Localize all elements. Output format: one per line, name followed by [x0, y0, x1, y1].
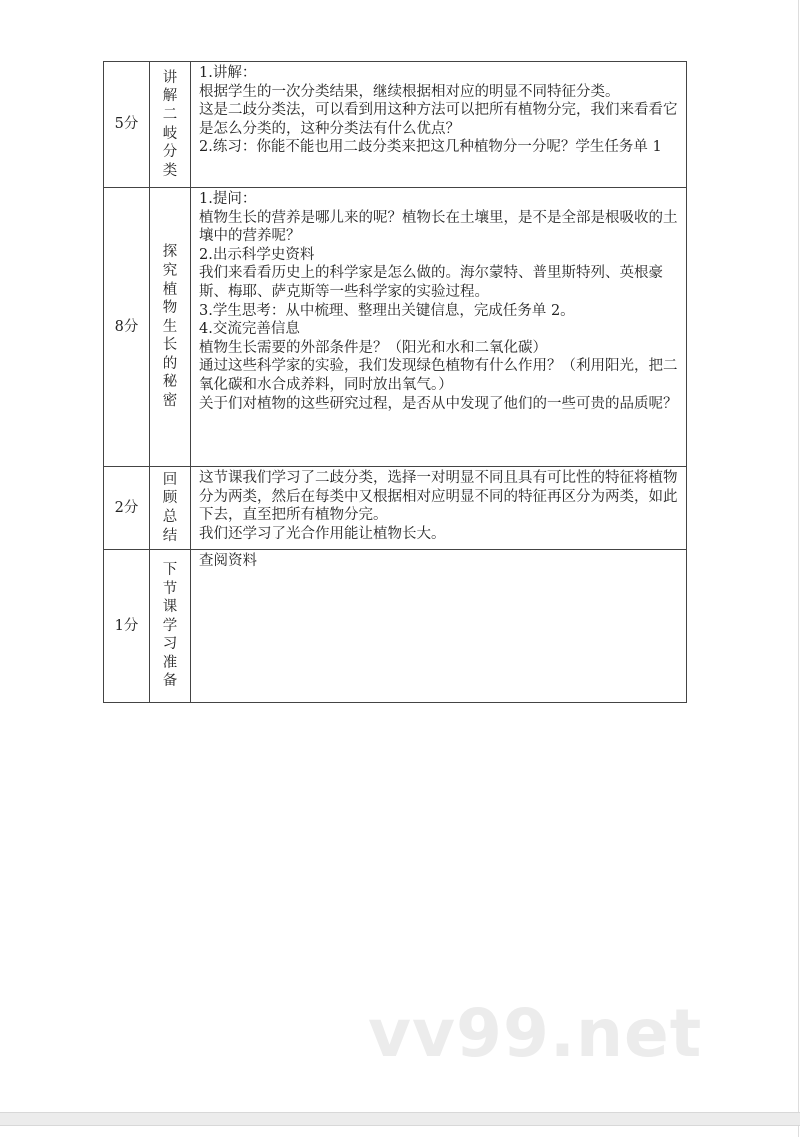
stage-char: 二: [162, 106, 178, 123]
stage-char: 节: [162, 580, 178, 597]
stage-char: 类: [162, 162, 178, 179]
stage-char: 分: [162, 144, 178, 161]
stage-char: 总: [162, 509, 178, 525]
content-line: 关于们对植物的这些研究过程，是否从中发现了他们的一些可贵的品质呢？: [199, 395, 678, 412]
content-line: 我们还学习了光合作用能让植物长大。: [199, 525, 446, 542]
stage-char: 习: [162, 636, 178, 653]
stage-cell: [150, 550, 191, 703]
stage-char: 下: [162, 561, 178, 578]
content-line: 通过这些科学家的实验，我们发现绿色植物有什么作用？（利用阳光，把二氧化碳和水合成养料，同时放出氧气。）: [199, 358, 678, 393]
time-cell: 2分: [104, 467, 150, 550]
time-cell: 8分: [104, 188, 150, 467]
content-cell: [191, 188, 687, 467]
stage-char: 探: [162, 244, 178, 261]
content-line: 2.练习：你能不能也用二歧分类来把这几种植物分一分呢？学生任务单 1: [199, 139, 662, 156]
watermark: vv99.net: [368, 995, 703, 1072]
table-row: [104, 62, 687, 188]
stage-char: 回: [162, 471, 178, 488]
stage-cell: [150, 467, 191, 550]
stage-char: 生: [162, 318, 178, 335]
time-cell: 5分: [104, 62, 150, 188]
lesson-plan-table: [103, 61, 687, 703]
stage-char: 长: [162, 337, 178, 354]
stage-char: 备: [162, 673, 178, 690]
time-cell: 1分: [104, 550, 150, 703]
stage-char: 植: [162, 281, 178, 298]
stage-char: 的: [162, 355, 178, 372]
stage-char: 究: [162, 262, 178, 279]
content-line: 植物生长需要的外部条件是？（阳光和水和二氧化碳）: [199, 339, 547, 356]
content-cell: [191, 467, 687, 550]
stage-char: 学: [162, 617, 178, 634]
stage-char: 顾: [162, 490, 178, 507]
content-line: 2.出示科学史资料: [199, 246, 315, 263]
content-line: 查阅资料: [199, 553, 257, 569]
stage-char: 结: [162, 527, 178, 544]
stage-char: 准: [162, 654, 178, 671]
stage-cell: [150, 188, 191, 467]
stage-char: 秘: [162, 374, 178, 391]
content-line: 1.讲解：: [199, 65, 257, 81]
stage-char: 课: [162, 599, 178, 616]
content-line: 3.学生思考：从中梳理、整理出关键信息，完成任务单 2。: [199, 302, 575, 319]
stage-cell: [150, 62, 191, 188]
content-line: 4.交流完善信息: [199, 321, 300, 338]
content-line: 1.提问：: [199, 191, 257, 207]
page-edge: [798, 0, 799, 1137]
content-cell: [191, 550, 687, 703]
content-line: 根据学生的一次分类结果，继续根据相对应的明显不同特征分类。: [199, 83, 620, 100]
stage-char: 物: [162, 300, 178, 317]
stage-char: 讲: [162, 69, 178, 86]
content-line: 植物生长的营养是哪儿来的呢？植物长在土壤里，是不是全部是根吸收的土壤中的营养呢？: [199, 209, 678, 245]
table-row: [104, 550, 687, 703]
content-line: 这节课我们学习了二歧分类，选择一对明显不同且具有可比性的特征将植物分为两类，然后在每类中又根据相对应明显不同的特征再区分为两类，如此下去，直至把所有植物分完。: [199, 470, 678, 524]
content-line: 我们来看看历史上的科学家是怎么做的。海尔蒙特、普里斯特列、英根豪斯、梅耶、萨克斯等一些科学家的实验过程。: [199, 265, 663, 300]
content-cell: [191, 62, 687, 188]
stage-char: 密: [162, 393, 178, 410]
stage-char: 解: [162, 88, 178, 105]
stage-char: 岐: [162, 125, 178, 142]
content-line: 这是二歧分类法，可以看到用这种方法可以把所有植物分完，我们来看看它是怎么分类的，这种分类法有什么优点？: [199, 102, 678, 137]
horizontal-scrollbar[interactable]: [0, 1112, 800, 1126]
table-row: [104, 467, 687, 550]
table-row: [104, 188, 687, 467]
